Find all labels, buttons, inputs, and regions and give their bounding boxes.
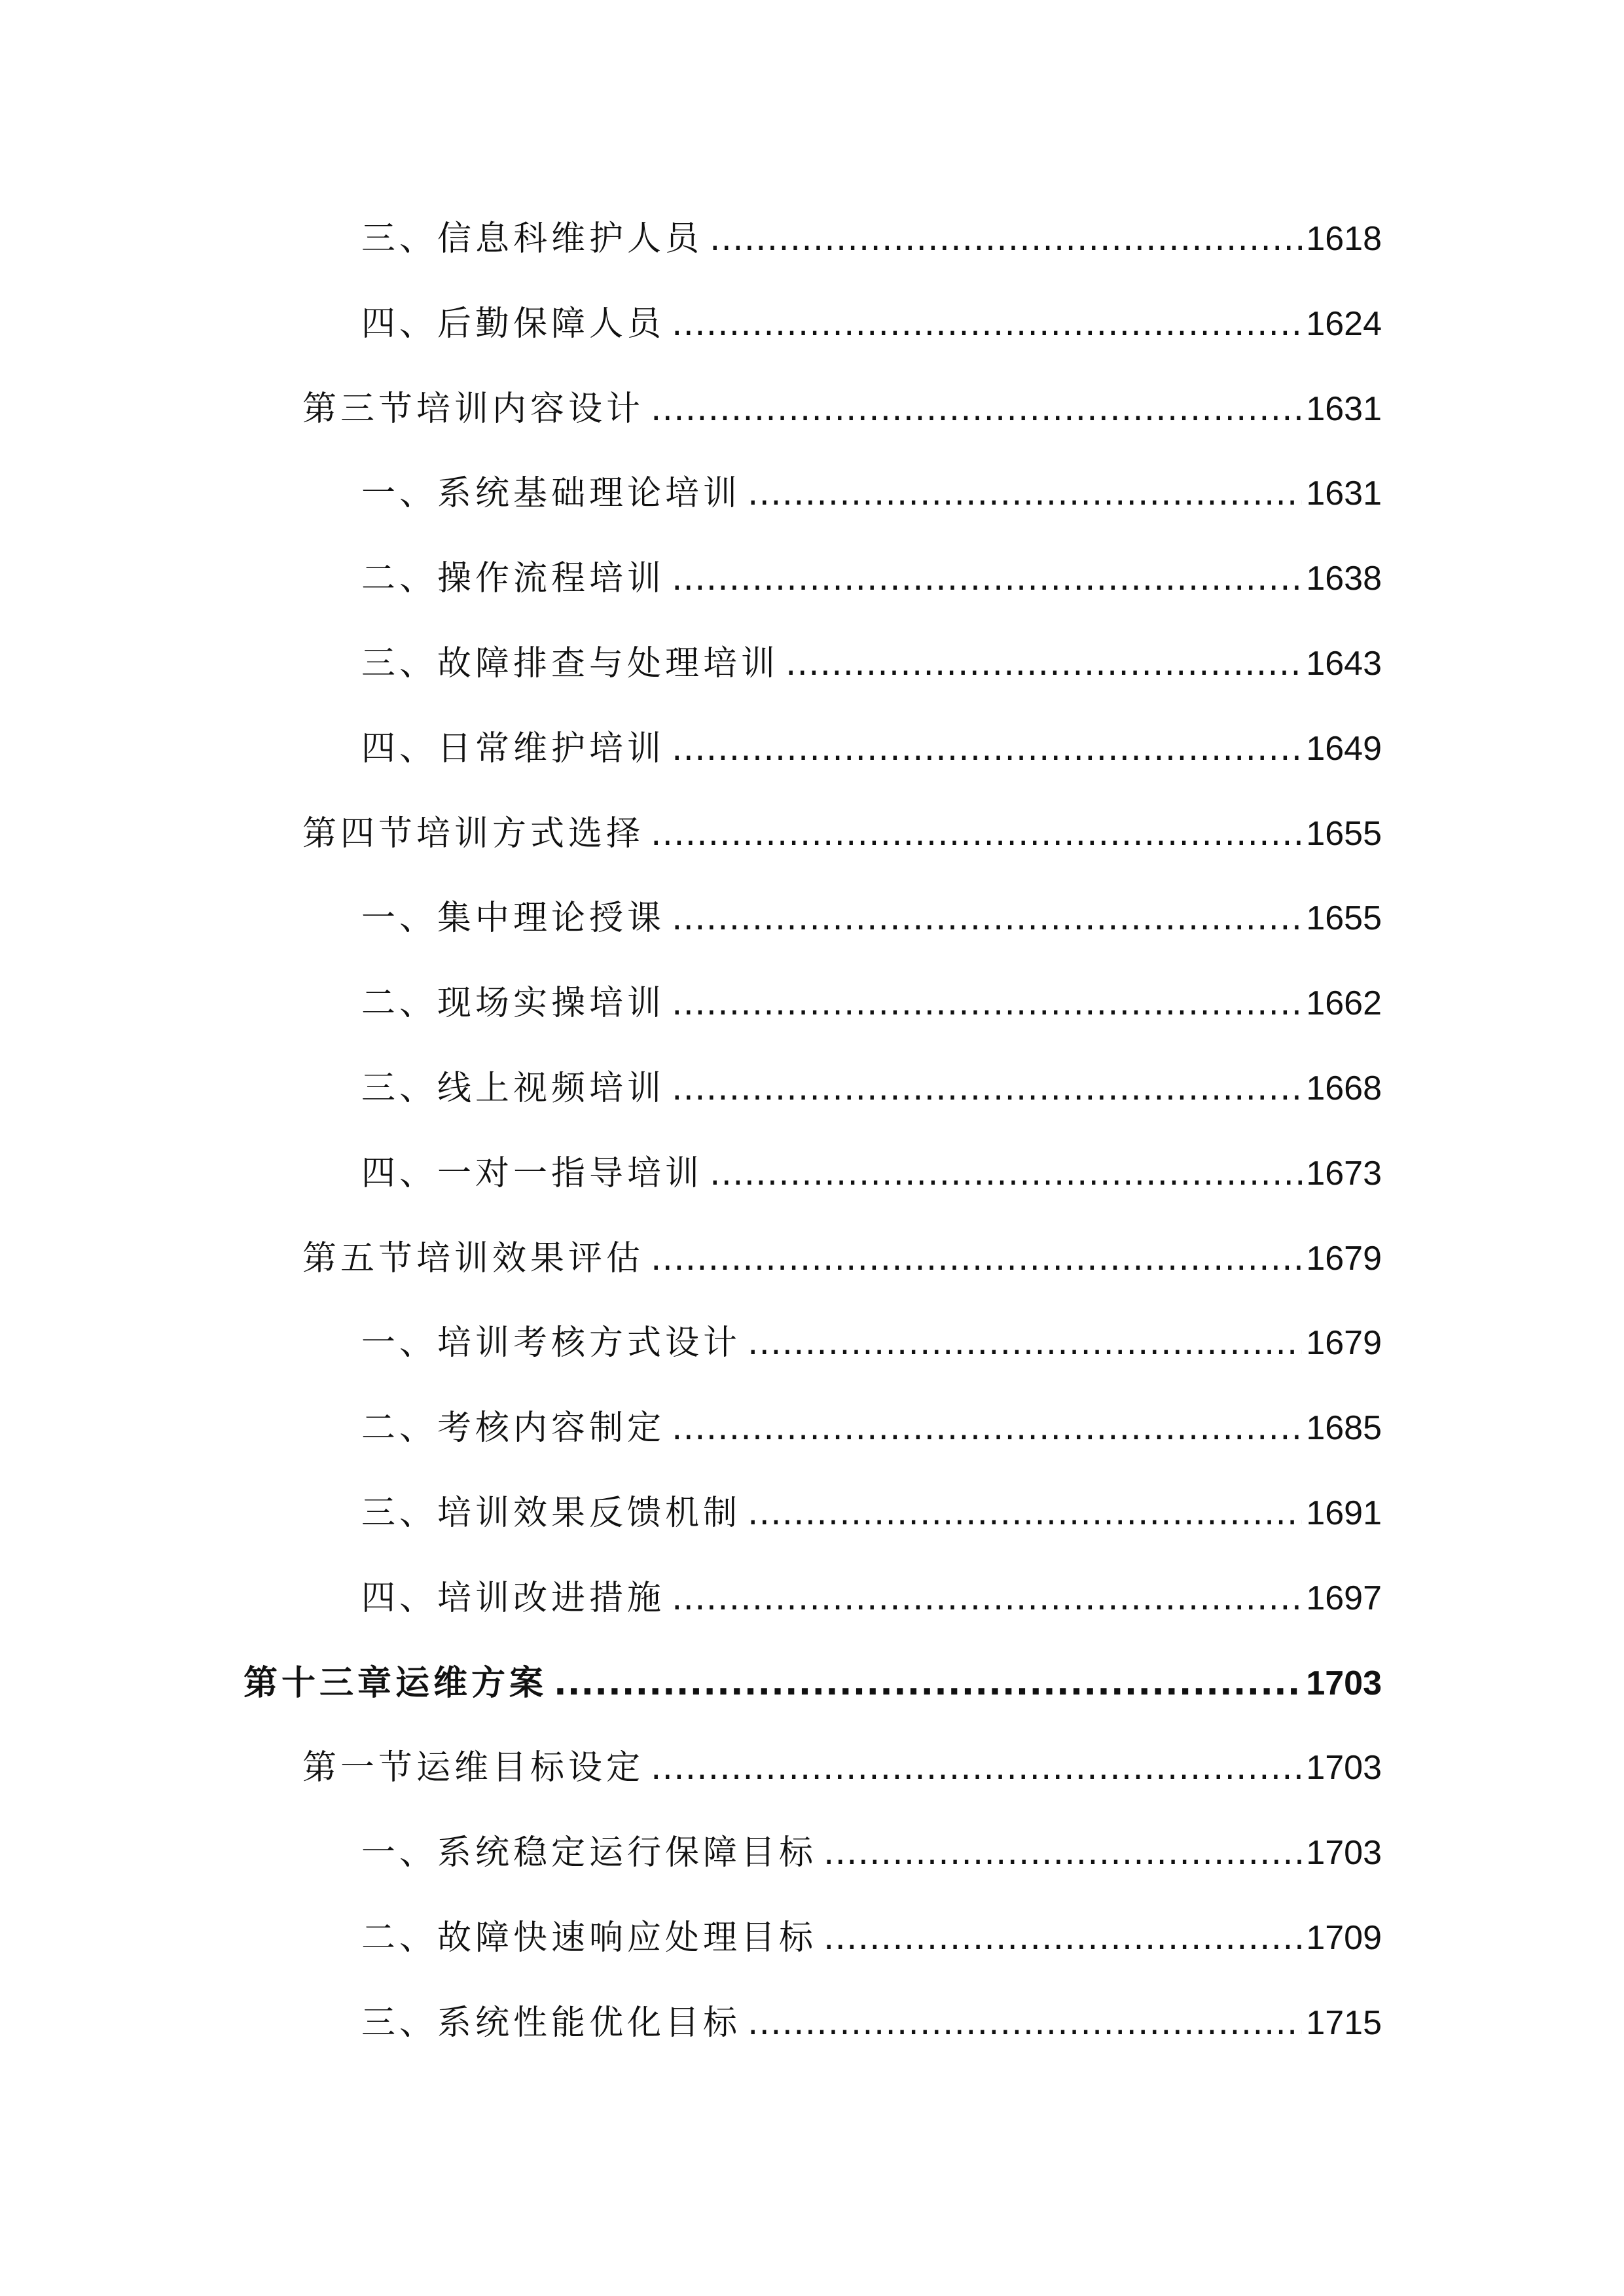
toc-entry-title: 第五节培训效果评估 xyxy=(302,1239,645,1278)
toc-dot-leader xyxy=(785,637,1302,690)
toc-entry-title: 第十三章运维方案 xyxy=(244,1664,548,1703)
toc-entry[interactable] xyxy=(361,213,1382,265)
toc-entry-title: 第一节运维目标设定 xyxy=(302,1748,645,1787)
toc-entry-title: 四、一对一指导培训 xyxy=(361,1154,704,1193)
toc-entry-title: 第三节培训内容设计 xyxy=(302,389,645,429)
toc-dot-leader xyxy=(651,808,1302,860)
toc-page-number: 1655 xyxy=(1306,815,1382,853)
toc-dot-leader xyxy=(823,1912,1302,1964)
toc-entry-title: 四、后勤保障人员 xyxy=(361,304,666,344)
toc-dot-leader xyxy=(710,213,1302,265)
toc-dot-leader xyxy=(672,892,1302,944)
toc-page-number: 1697 xyxy=(1306,1579,1382,1617)
toc-page-number: 1703 xyxy=(1306,1664,1382,1702)
toc-entry-title: 二、故障快速响应处理目标 xyxy=(361,1918,818,1958)
toc-page-number: 1703 xyxy=(1306,1749,1382,1787)
toc-dot-leader xyxy=(748,467,1302,520)
toc-page-number: 1715 xyxy=(1306,2004,1382,2042)
toc-entry[interactable] xyxy=(361,1317,1382,1369)
toc-entry[interactable] xyxy=(361,1402,1382,1454)
toc-entry[interactable] xyxy=(361,1147,1382,1200)
toc-entry-title: 三、培训效果反馈机制 xyxy=(361,1494,742,1533)
toc-entry-title: 一、系统基础理论培训 xyxy=(361,474,742,513)
toc-entry-title: 三、故障排查与处理培训 xyxy=(361,644,780,683)
toc-dot-leader xyxy=(651,383,1302,435)
toc-entry-title: 第四节培训方式选择 xyxy=(302,814,645,853)
toc-entry[interactable] xyxy=(361,723,1382,775)
toc-dot-leader xyxy=(823,1827,1302,1879)
toc-dot-leader xyxy=(748,1997,1302,2049)
toc-page-number: 1679 xyxy=(1306,1240,1382,1278)
toc-page-number: 1685 xyxy=(1306,1409,1382,1447)
toc-dot-leader xyxy=(672,723,1302,775)
toc-page-number: 1709 xyxy=(1306,1919,1382,1957)
toc-dot-leader xyxy=(651,1232,1302,1285)
toc-page-number: 1655 xyxy=(1306,899,1382,937)
toc-dot-leader xyxy=(672,1572,1302,1624)
toc-entry-title: 一、集中理论授课 xyxy=(361,899,666,938)
toc-dot-leader xyxy=(651,1742,1302,1794)
toc-dot-leader xyxy=(748,1487,1302,1539)
toc-dot-leader xyxy=(672,552,1302,605)
toc-entry-title: 四、日常维护培训 xyxy=(361,729,666,768)
toc-entry[interactable] xyxy=(361,1997,1382,2049)
toc-dot-leader xyxy=(710,1147,1302,1200)
toc-entry-title: 二、考核内容制定 xyxy=(361,1408,666,1448)
toc-entry[interactable] xyxy=(361,552,1382,605)
toc-page-number: 1662 xyxy=(1306,984,1382,1022)
toc-entry-title: 三、信息科维护人员 xyxy=(361,219,704,259)
toc-entry-title: 三、线上视频培训 xyxy=(361,1069,666,1108)
toc-entry[interactable] xyxy=(361,298,1382,350)
toc-entry-title: 二、现场实操培训 xyxy=(361,984,666,1023)
toc-entry-title: 四、培训改进措施 xyxy=(361,1579,666,1618)
toc-page-number: 1649 xyxy=(1306,730,1382,768)
toc-page-number: 1703 xyxy=(1306,1834,1382,1872)
toc-dot-leader xyxy=(672,1062,1302,1115)
toc-dot-leader xyxy=(672,1402,1302,1454)
toc-page-number: 1618 xyxy=(1306,220,1382,258)
toc-entry[interactable] xyxy=(302,1742,1382,1794)
toc-page-number: 1673 xyxy=(1306,1155,1382,1193)
toc-entry[interactable] xyxy=(361,1572,1382,1624)
toc-entry-title: 三、系统性能优化目标 xyxy=(361,2003,742,2043)
toc-entry[interactable] xyxy=(361,1487,1382,1539)
toc-page-number: 1631 xyxy=(1306,475,1382,512)
toc-entry[interactable] xyxy=(361,1912,1382,1964)
toc-page-number: 1691 xyxy=(1306,1494,1382,1532)
toc-entry-title: 二、操作流程培训 xyxy=(361,559,666,598)
toc-entry[interactable] xyxy=(302,1232,1382,1285)
toc-dot-leader xyxy=(554,1657,1302,1710)
toc-entry-title: 一、系统稳定运行保障目标 xyxy=(361,1833,818,1873)
toc-page-number: 1631 xyxy=(1306,390,1382,428)
toc-page-number: 1624 xyxy=(1306,305,1382,343)
toc-page-number: 1638 xyxy=(1306,560,1382,598)
toc-entry[interactable] xyxy=(244,1657,1382,1710)
toc-dot-leader xyxy=(748,1317,1302,1369)
toc-dot-leader xyxy=(672,977,1302,1030)
toc-page-number: 1668 xyxy=(1306,1069,1382,1107)
toc-entry[interactable] xyxy=(302,383,1382,435)
toc-entry[interactable] xyxy=(361,467,1382,520)
toc-entry[interactable] xyxy=(302,808,1382,860)
toc-entry[interactable] xyxy=(361,1827,1382,1879)
toc-entry[interactable] xyxy=(361,892,1382,944)
toc-entry[interactable] xyxy=(361,1062,1382,1115)
toc-entry[interactable] xyxy=(361,637,1382,690)
toc-dot-leader xyxy=(672,298,1302,350)
toc-page-number: 1643 xyxy=(1306,645,1382,683)
toc-entry-title: 一、培训考核方式设计 xyxy=(361,1323,742,1363)
toc-entry[interactable] xyxy=(361,977,1382,1030)
toc-page-number: 1679 xyxy=(1306,1324,1382,1362)
